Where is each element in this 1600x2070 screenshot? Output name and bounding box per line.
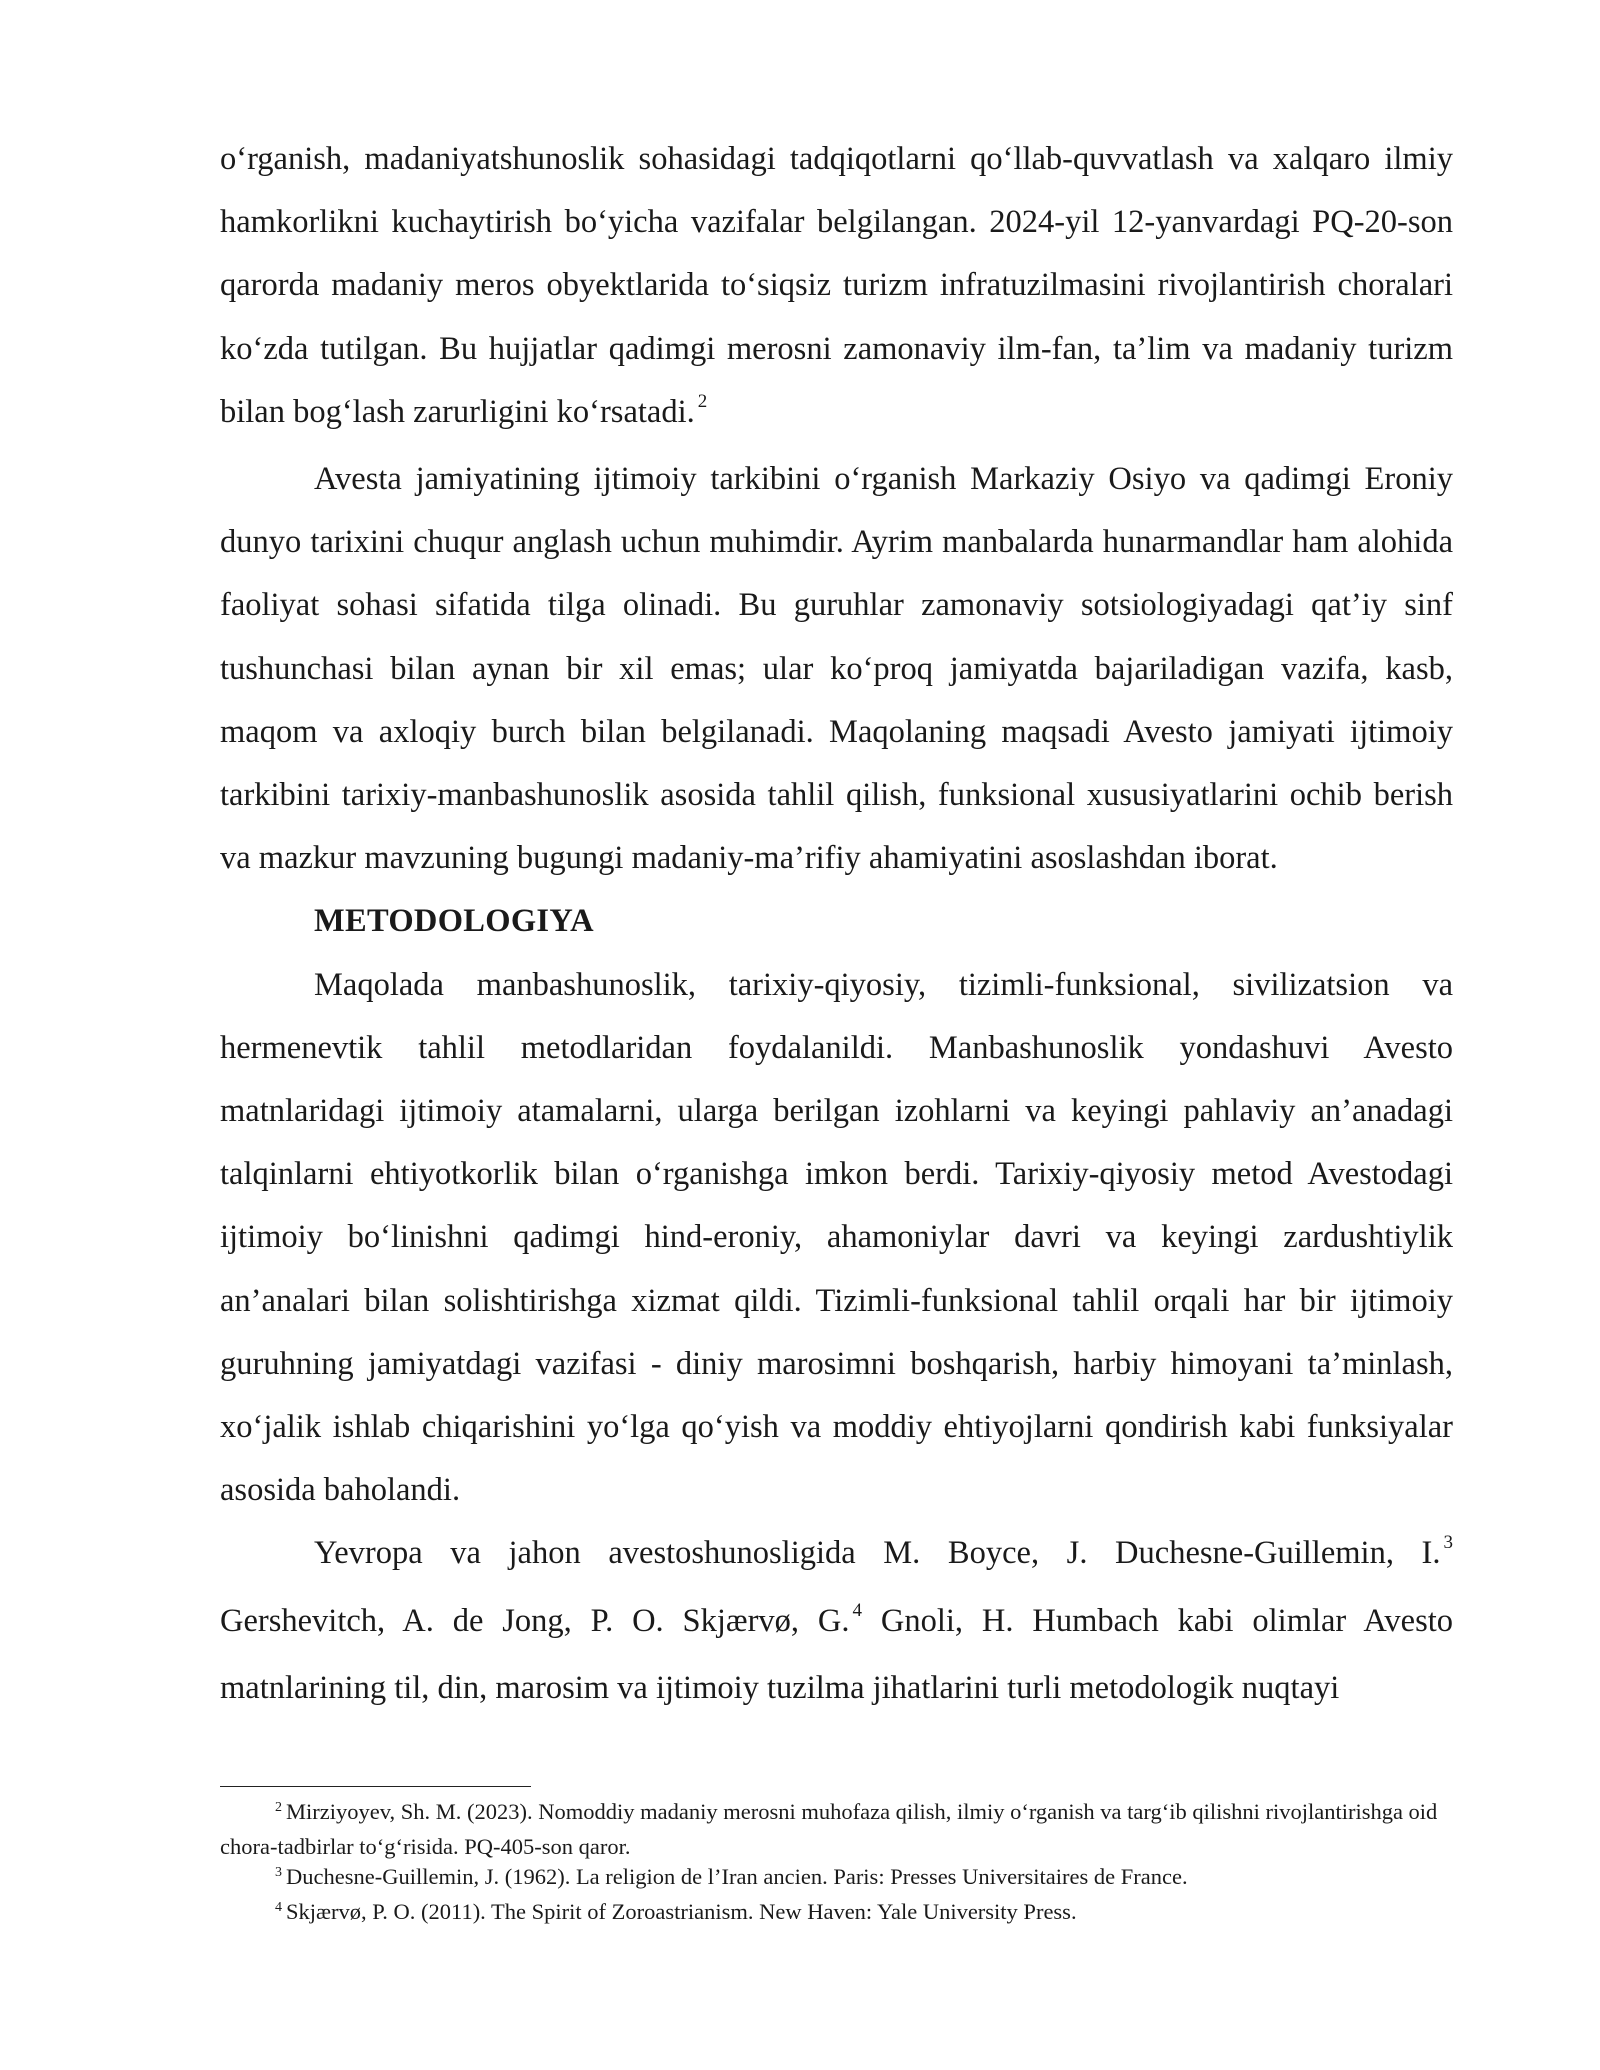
footnote-text: Mirziyoyev, Sh. M. (2023). Nomoddiy madaniy merosni muhofaza qilish, ilmiy o‘rganish va targ‘ib qilishni rivojlantirishga oid chora-tadbirlar to‘g‘risida. PQ-405-son qaror. xyxy=(220,1799,1438,1859)
paragraph-text: Yevropa va jahon avestoshunosligida M. Boyce, J. Duchesne-Guillemin, I. xyxy=(314,1535,1441,1572)
paragraph-text: Gnoli, H. Humbach kabi olimlar Avesto matnlarining til, din, marosim va ijtimoiy tuzilma jihatlarini turli metodologik nuqtayi xyxy=(220,1602,1453,1706)
footnote xyxy=(220,1862,1453,1897)
paragraph-scholars xyxy=(220,1522,1453,1720)
footnote-number: 2 xyxy=(275,1800,282,1815)
footnote-separator xyxy=(220,1786,531,1787)
footnote-number: 3 xyxy=(275,1865,282,1880)
footnote xyxy=(220,1897,1453,1932)
footnotes xyxy=(220,1797,1453,1931)
paragraph-avesta-society: Avesta jamiyatining ijtimoiy tarkibini o‘rganish Markaziy Osiyo va qadimgi Eroniy dunyo tarixini chuqur anglash uchun muhimdir. Ayrim manbalarda hunarmandlar ham alohida faoliyat sohasi sifatida tilga olinadi. Bu guruhlar zamonaviy sotsiologiyadagi qat’iy sinf tushunchasi bilan aynan bir xil emas; ular ko‘proq jamiyatda bajariladigan vazifa, kasb, maqom va axloqiy burch bilan belgilanadi. Maqolaning maqsadi Avesto jamiyati ijtimoiy tarkibini tarixiy-manbashunoslik asosida tahlil qilish, funksional xususiyatlarini ochib berish va mazkur mavzuning bugungi madaniy-ma’rifiy ahamiyatini asoslashdan iborat. xyxy=(220,461,1453,877)
section-heading-methodology: METODOLOGIYA xyxy=(314,903,594,940)
footnote xyxy=(220,1797,1453,1862)
footnote-text: Skjærvø, P. O. (2011). The Spirit of Zoroastrianism. New Haven: Yale University Press. xyxy=(286,1898,1077,1924)
paragraph-text: Gershevitch, A. de Jong, P. O. Skjærvø, G. xyxy=(220,1602,850,1639)
footnote-ref[interactable]: 4 xyxy=(852,1599,862,1621)
footnote-text: Duchesne-Guillemin, J. (1962). La religion de l’Iran ancien. Paris: Presses Universitaires de France. xyxy=(286,1864,1188,1889)
paragraph-intro-continued xyxy=(220,128,1453,448)
footnote-ref[interactable]: 3 xyxy=(1443,1532,1453,1554)
main-text xyxy=(220,128,1453,1720)
paragraph-text: o‘rganish, madaniyatshunoslik sohasidagi tadqiqotlarni qo‘llab-quvvatlash va xalqaro ilmiy hamkorlikni kuchaytirish bo‘yicha vazifalar belgilangan. 2024-yil 12-yanvardagi PQ-20-son qarorda madaniy meros obyektlarida to‘siqsiz turizm infratuzilmasini rivojlantirish choralari ko‘zda tutilgan. Bu hujjatlar qadimgi merosni zamonaviy ilm-fan, ta’lim va madaniy turizm bilan bog‘lash zarurligini ko‘rsatadi. xyxy=(220,141,1453,430)
footnote-number: 4 xyxy=(275,1899,282,1915)
paragraph-methods: Maqolada manbashunoslik, tarixiy-qiyosiy, tizimli-funksional, sivilizatsion va hermenevtik tahlil metodlaridan foydalanildi. Manbashunoslik yondashuvi Avesto matnlaridagi ijtimoiy atamalarni, ularga berilgan izohlarni va keyingi pahlaviy an’anadagi talqinlarni ehtiyotkorlik bilan o‘rganishga imkon berdi. Tarixiy-qiyosiy metod Avestodagi ijtimoiy bo‘linishni qadimgi hind-eroniy, ahamoniylar davri va keyingi zardushtiylik an’analari bilan solishtirishga xizmat qildi. Tizimli-funksional tahlil orqali har bir ijtimoiy guruhning jamiyatdagi vazifasi - diniy marosimni boshqarish, harbiy himoyani ta’minlash, xo‘jalik ishlab chiqarishini yo‘lga qo‘yish va moddiy ehtiyojlarni qondirish kabi funksiyalar asosida baholandi. xyxy=(220,966,1453,1509)
footnote-ref[interactable]: 2 xyxy=(697,390,708,412)
